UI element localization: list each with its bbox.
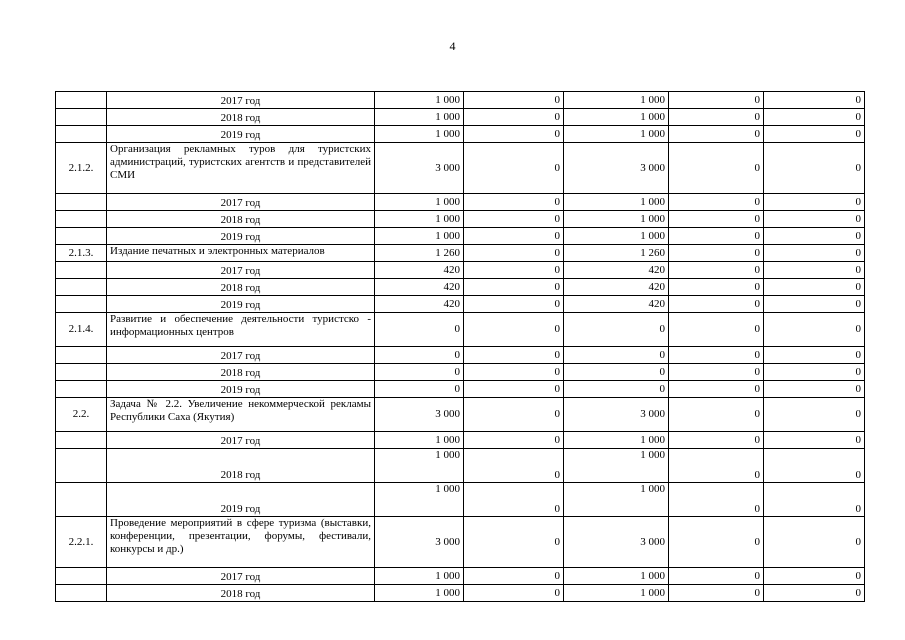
table-row xyxy=(56,211,865,228)
measure-name: Развитие и обеспечение деятельности туристско - информационных центров xyxy=(107,313,375,347)
value-cell: 0 xyxy=(464,194,564,211)
table-row xyxy=(56,568,865,585)
value-cell: 0 xyxy=(464,296,564,313)
value-cell: 1 000 xyxy=(375,194,464,211)
value-cell: 0 xyxy=(764,126,865,143)
table-row xyxy=(56,313,865,347)
value-cell: 0 xyxy=(669,211,764,228)
value-cell: 1 000 xyxy=(375,109,464,126)
value-cell: 0 xyxy=(669,517,764,568)
value-cell: 3 000 xyxy=(375,143,464,194)
value-cell: 420 xyxy=(564,279,669,296)
value-cell: 0 xyxy=(669,381,764,398)
value-cell: 0 xyxy=(764,109,865,126)
table-row xyxy=(56,279,865,296)
table-row xyxy=(56,517,865,568)
value-cell: 420 xyxy=(564,296,669,313)
value-cell: 1 260 xyxy=(564,245,669,262)
row-number xyxy=(56,92,107,109)
value-cell: 0 xyxy=(464,279,564,296)
value-cell: 0 xyxy=(669,143,764,194)
value-cell: 0 xyxy=(764,228,865,245)
row-number: 2.1.3. xyxy=(56,245,107,262)
value-cell: 0 xyxy=(669,313,764,347)
year-label: 2018 год xyxy=(107,364,375,381)
table-row xyxy=(56,109,865,126)
year-label: 2019 год xyxy=(107,296,375,313)
value-cell: 3 000 xyxy=(564,143,669,194)
measure-name: Задача № 2.2. Увеличение некоммерческой рекламы Республики Саха (Якутия) xyxy=(107,398,375,432)
value-cell: 0 xyxy=(464,585,564,602)
value-cell: 1 000 xyxy=(375,432,464,449)
year-label: 2017 год xyxy=(107,262,375,279)
value-cell: 0 xyxy=(764,313,865,347)
row-number xyxy=(56,347,107,364)
year-label: 2017 год xyxy=(107,92,375,109)
row-number: 2.2. xyxy=(56,398,107,432)
table-body xyxy=(56,92,865,602)
value-cell: 0 xyxy=(464,143,564,194)
value-cell: 1 000 xyxy=(564,568,669,585)
table-row xyxy=(56,228,865,245)
value-cell: 1 000 xyxy=(564,109,669,126)
table-row xyxy=(56,347,865,364)
measure-name: Проведение мероприятий в сфере туризма (выставки, конференции, презентации, форумы, фестивали, конкурсы и др.) xyxy=(107,517,375,568)
row-number xyxy=(56,109,107,126)
row-number xyxy=(56,585,107,602)
year-label: 2018 год xyxy=(107,279,375,296)
value-cell: 0 xyxy=(669,483,764,517)
value-cell: 0 xyxy=(669,279,764,296)
value-cell: 3 000 xyxy=(375,398,464,432)
value-cell: 0 xyxy=(764,398,865,432)
value-cell: 0 xyxy=(764,296,865,313)
value-cell: 0 xyxy=(464,109,564,126)
table-row xyxy=(56,381,865,398)
table-row xyxy=(56,194,865,211)
value-cell: 0 xyxy=(464,245,564,262)
value-cell: 0 xyxy=(564,364,669,381)
row-number xyxy=(56,279,107,296)
table-row xyxy=(56,92,865,109)
year-label: 2017 год xyxy=(107,432,375,449)
value-cell: 0 xyxy=(464,398,564,432)
year-label: 2018 год xyxy=(107,449,375,483)
year-label: 2019 год xyxy=(107,483,375,517)
year-label: 2018 год xyxy=(107,211,375,228)
measure-name: Организация рекламных туров для туристских администраций, туристских агентств и представителей СМИ xyxy=(107,143,375,194)
value-cell: 420 xyxy=(375,262,464,279)
value-cell: 0 xyxy=(764,483,865,517)
table-row xyxy=(56,585,865,602)
value-cell: 0 xyxy=(669,126,764,143)
value-cell: 0 xyxy=(669,432,764,449)
value-cell: 0 xyxy=(464,92,564,109)
value-cell: 0 xyxy=(464,211,564,228)
value-cell: 3 000 xyxy=(564,517,669,568)
value-cell: 0 xyxy=(669,347,764,364)
value-cell: 1 000 xyxy=(375,585,464,602)
row-number xyxy=(56,211,107,228)
value-cell: 0 xyxy=(669,245,764,262)
value-cell: 0 xyxy=(464,449,564,483)
value-cell: 1 000 xyxy=(375,211,464,228)
measure-name: Издание печатных и электронных материалов xyxy=(107,245,375,262)
row-number: 2.2.1. xyxy=(56,517,107,568)
value-cell: 0 xyxy=(669,296,764,313)
value-cell: 0 xyxy=(764,568,865,585)
value-cell: 0 xyxy=(669,449,764,483)
value-cell: 0 xyxy=(764,211,865,228)
table-row xyxy=(56,296,865,313)
value-cell: 420 xyxy=(564,262,669,279)
row-number: 2.1.2. xyxy=(56,143,107,194)
table-row xyxy=(56,126,865,143)
table-row xyxy=(56,449,865,483)
value-cell: 1 000 xyxy=(564,585,669,602)
value-cell: 1 000 xyxy=(564,432,669,449)
value-cell: 0 xyxy=(375,381,464,398)
year-label: 2017 год xyxy=(107,194,375,211)
value-cell: 0 xyxy=(764,432,865,449)
value-cell: 0 xyxy=(464,313,564,347)
table-row xyxy=(56,432,865,449)
value-cell: 1 000 xyxy=(564,483,669,517)
row-number xyxy=(56,262,107,279)
value-cell: 0 xyxy=(764,381,865,398)
value-cell: 0 xyxy=(464,228,564,245)
row-number xyxy=(56,228,107,245)
value-cell: 0 xyxy=(464,126,564,143)
value-cell: 0 xyxy=(375,364,464,381)
year-label: 2018 год xyxy=(107,585,375,602)
value-cell: 0 xyxy=(464,568,564,585)
value-cell: 1 000 xyxy=(375,449,464,483)
value-cell: 0 xyxy=(764,245,865,262)
value-cell: 1 000 xyxy=(375,92,464,109)
value-cell: 1 000 xyxy=(564,211,669,228)
value-cell: 0 xyxy=(564,313,669,347)
value-cell: 0 xyxy=(764,194,865,211)
value-cell: 1 000 xyxy=(375,228,464,245)
value-cell: 3 000 xyxy=(564,398,669,432)
value-cell: 0 xyxy=(764,279,865,296)
value-cell: 0 xyxy=(464,483,564,517)
value-cell: 0 xyxy=(564,381,669,398)
value-cell: 0 xyxy=(764,347,865,364)
value-cell: 0 xyxy=(669,364,764,381)
value-cell: 1 000 xyxy=(564,126,669,143)
row-number xyxy=(56,449,107,483)
value-cell: 0 xyxy=(464,517,564,568)
value-cell: 0 xyxy=(764,364,865,381)
value-cell: 1 000 xyxy=(375,568,464,585)
value-cell: 0 xyxy=(464,381,564,398)
value-cell: 1 000 xyxy=(564,449,669,483)
table-row xyxy=(56,364,865,381)
row-number xyxy=(56,364,107,381)
row-number xyxy=(56,432,107,449)
year-label: 2017 год xyxy=(107,568,375,585)
value-cell: 0 xyxy=(669,398,764,432)
value-cell: 0 xyxy=(669,228,764,245)
table-row xyxy=(56,398,865,432)
row-number xyxy=(56,296,107,313)
value-cell: 0 xyxy=(669,585,764,602)
row-number xyxy=(56,126,107,143)
value-cell: 0 xyxy=(669,92,764,109)
value-cell: 0 xyxy=(564,347,669,364)
value-cell: 0 xyxy=(669,109,764,126)
table-row xyxy=(56,483,865,517)
row-number xyxy=(56,381,107,398)
value-cell: 1 000 xyxy=(375,126,464,143)
year-label: 2019 год xyxy=(107,228,375,245)
row-number: 2.1.4. xyxy=(56,313,107,347)
value-cell: 0 xyxy=(464,432,564,449)
table-row xyxy=(56,262,865,279)
year-label: 2017 год xyxy=(107,347,375,364)
row-number xyxy=(56,194,107,211)
value-cell: 0 xyxy=(764,449,865,483)
value-cell: 0 xyxy=(669,194,764,211)
value-cell: 420 xyxy=(375,296,464,313)
value-cell: 0 xyxy=(764,585,865,602)
value-cell: 1 000 xyxy=(564,92,669,109)
table-row xyxy=(56,245,865,262)
year-label: 2019 год xyxy=(107,381,375,398)
value-cell: 0 xyxy=(464,364,564,381)
budget-table xyxy=(55,91,865,602)
value-cell: 0 xyxy=(764,517,865,568)
value-cell: 0 xyxy=(764,262,865,279)
value-cell: 3 000 xyxy=(375,517,464,568)
value-cell: 0 xyxy=(464,262,564,279)
value-cell: 1 000 xyxy=(564,194,669,211)
year-label: 2019 год xyxy=(107,126,375,143)
value-cell: 420 xyxy=(375,279,464,296)
row-number xyxy=(56,568,107,585)
table-row xyxy=(56,143,865,194)
value-cell: 0 xyxy=(375,347,464,364)
value-cell: 0 xyxy=(764,92,865,109)
value-cell: 0 xyxy=(764,143,865,194)
value-cell: 1 000 xyxy=(375,483,464,517)
year-label: 2018 год xyxy=(107,109,375,126)
value-cell: 0 xyxy=(669,262,764,279)
value-cell: 1 000 xyxy=(564,228,669,245)
value-cell: 0 xyxy=(375,313,464,347)
value-cell: 0 xyxy=(669,568,764,585)
row-number xyxy=(56,483,107,517)
page-number: 4 xyxy=(449,39,456,53)
value-cell: 0 xyxy=(464,347,564,364)
value-cell: 1 260 xyxy=(375,245,464,262)
